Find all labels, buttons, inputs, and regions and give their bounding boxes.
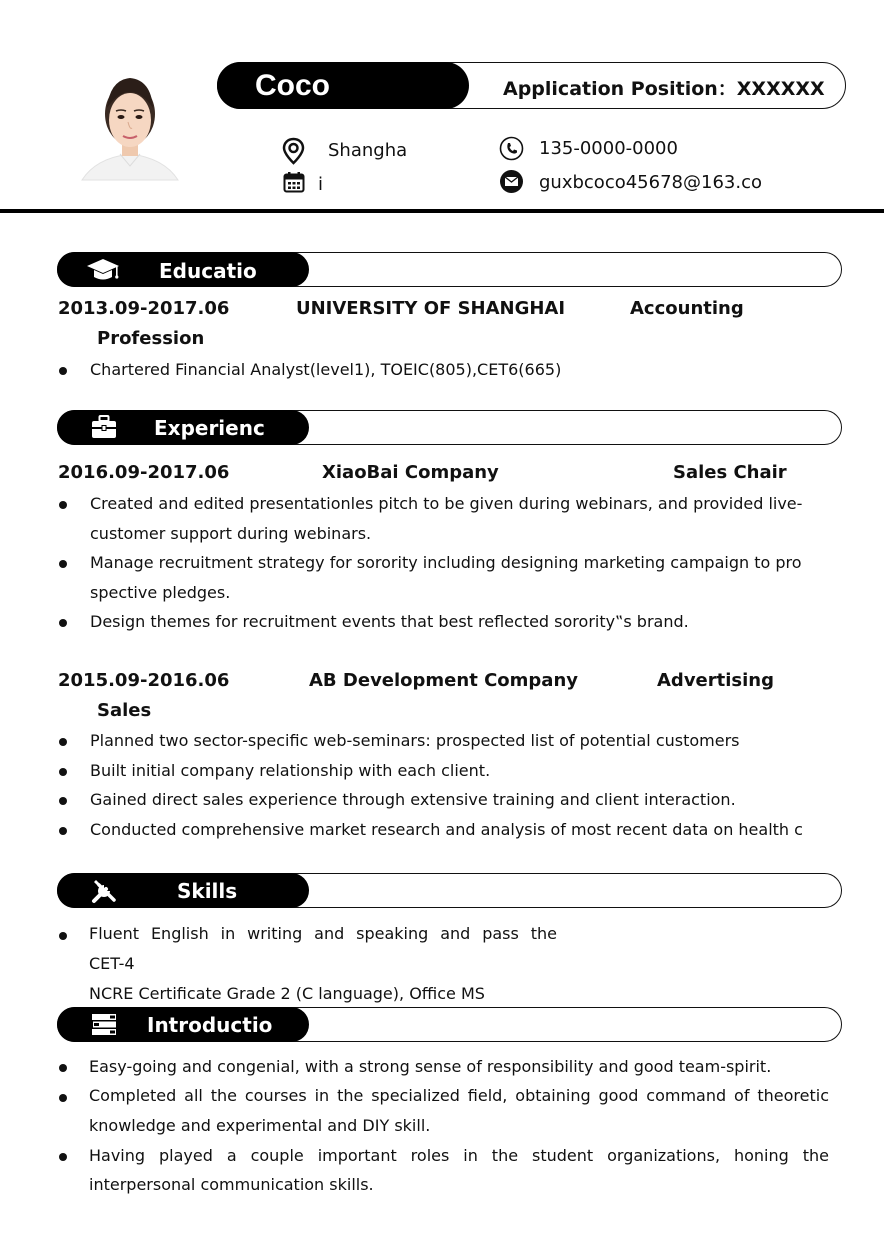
application-position: Application Position：XXXXXX bbox=[503, 78, 825, 100]
calendar-icon bbox=[283, 171, 305, 193]
skills-title: Skills bbox=[177, 879, 238, 903]
introduction-title: Introductio bbox=[147, 1013, 273, 1037]
header-divider bbox=[0, 209, 884, 213]
location-text: Shangha bbox=[328, 140, 408, 161]
profile-photo bbox=[76, 62, 184, 188]
graduation-cap-icon bbox=[85, 256, 121, 284]
email-text: guxbcoco45678@163.co bbox=[539, 172, 762, 193]
skills-clip bbox=[85, 980, 565, 1003]
job-1-bullet-1-line-2: customer support during webinars. bbox=[90, 524, 372, 543]
bullet-dot bbox=[59, 1064, 67, 1072]
intro-bullet-3-line-2: interpersonal communication skills. bbox=[89, 1175, 374, 1194]
job-1-bullet-3: Design themes for recruitment events that best reflected sorority‟s brand. bbox=[90, 612, 689, 631]
books-icon bbox=[90, 1011, 118, 1038]
bullet-dot bbox=[59, 367, 67, 375]
bullet-dot bbox=[59, 1094, 67, 1102]
location-pin-icon bbox=[281, 137, 306, 165]
education-period: 2013.09-2017.06 bbox=[58, 298, 230, 319]
bullet-dot bbox=[59, 827, 67, 835]
job-2-period: 2015.09-2016.06 bbox=[58, 670, 230, 691]
experience-title: Experienc bbox=[154, 416, 265, 440]
bullet-dot bbox=[59, 738, 67, 746]
education-bullet: Chartered Financial Analyst(level1), TOEIC(805),CET6(665) bbox=[90, 360, 562, 379]
education-school: UNIVERSITY OF SHANGHAI bbox=[296, 298, 566, 319]
phone-icon bbox=[499, 136, 524, 161]
job-2-company: AB Development Company bbox=[309, 670, 578, 691]
phone-text: 135-0000-0000 bbox=[539, 138, 678, 159]
job-1-bullet-2-line-2: spective pledges. bbox=[90, 583, 231, 602]
email-icon bbox=[499, 169, 524, 194]
job-2-bullet-2: Built initial company relationship with each client. bbox=[90, 761, 491, 780]
education-title: Educatio bbox=[159, 259, 257, 283]
tools-icon bbox=[90, 877, 118, 905]
bullet-dot bbox=[59, 932, 67, 940]
bullet-dot bbox=[59, 501, 67, 509]
job-2-bullet-4: Conducted comprehensive market research and analysis of most recent data on health c bbox=[90, 820, 803, 839]
intro-bullet-3-line-1: Having played a couple important roles in the student organizations, honing the bbox=[89, 1146, 829, 1165]
job-2-bullet-3: Gained direct sales experience through extensive training and client interaction. bbox=[90, 790, 736, 809]
education-major: Accounting bbox=[630, 298, 744, 319]
job-1-bullet-1-line-1: Created and edited presentationles pitch to be given during webinars, and provided live- bbox=[90, 494, 803, 513]
bullet-dot bbox=[59, 1153, 67, 1161]
skills-line-3-clipped: NCRE Certificate Grade 2 (C language), Office MS bbox=[89, 984, 485, 1003]
candidate-name: Coco bbox=[217, 62, 469, 109]
bullet-dot bbox=[59, 768, 67, 776]
intro-bullet-2-line-1: Completed all the courses in the specialized field, obtaining good command of theoretic bbox=[89, 1086, 829, 1105]
job-1-role: Sales Chair bbox=[673, 462, 787, 483]
intro-bullet-2-line-2: knowledge and experimental and DIY skill. bbox=[89, 1116, 431, 1135]
bullet-dot bbox=[59, 797, 67, 805]
skills-line-2: CET-4 bbox=[89, 954, 135, 973]
location-text-wrap: i bbox=[318, 174, 324, 195]
job-2-bullet-1: Planned two sector-specific web-seminars: prospected list of potential customers bbox=[90, 731, 740, 750]
job-1-company: XiaoBai Company bbox=[322, 462, 499, 483]
skills-line-1: Fluent English in writing and speaking and pass the bbox=[89, 924, 557, 943]
job-1-period: 2016.09-2017.06 bbox=[58, 462, 230, 483]
job-2-role: Advertising bbox=[657, 670, 774, 691]
bullet-dot bbox=[59, 560, 67, 568]
job-2-role-wrap: Sales bbox=[97, 700, 152, 721]
intro-bullet-1: Easy-going and congenial, with a strong sense of responsibility and good team-spirit. bbox=[89, 1057, 772, 1076]
job-1-bullet-2-line-1: Manage recruitment strategy for sorority including designing marketing campaign to pro bbox=[90, 553, 802, 572]
bullet-dot bbox=[59, 619, 67, 627]
education-major-wrap: Profession bbox=[97, 328, 205, 349]
briefcase-icon bbox=[90, 414, 118, 441]
